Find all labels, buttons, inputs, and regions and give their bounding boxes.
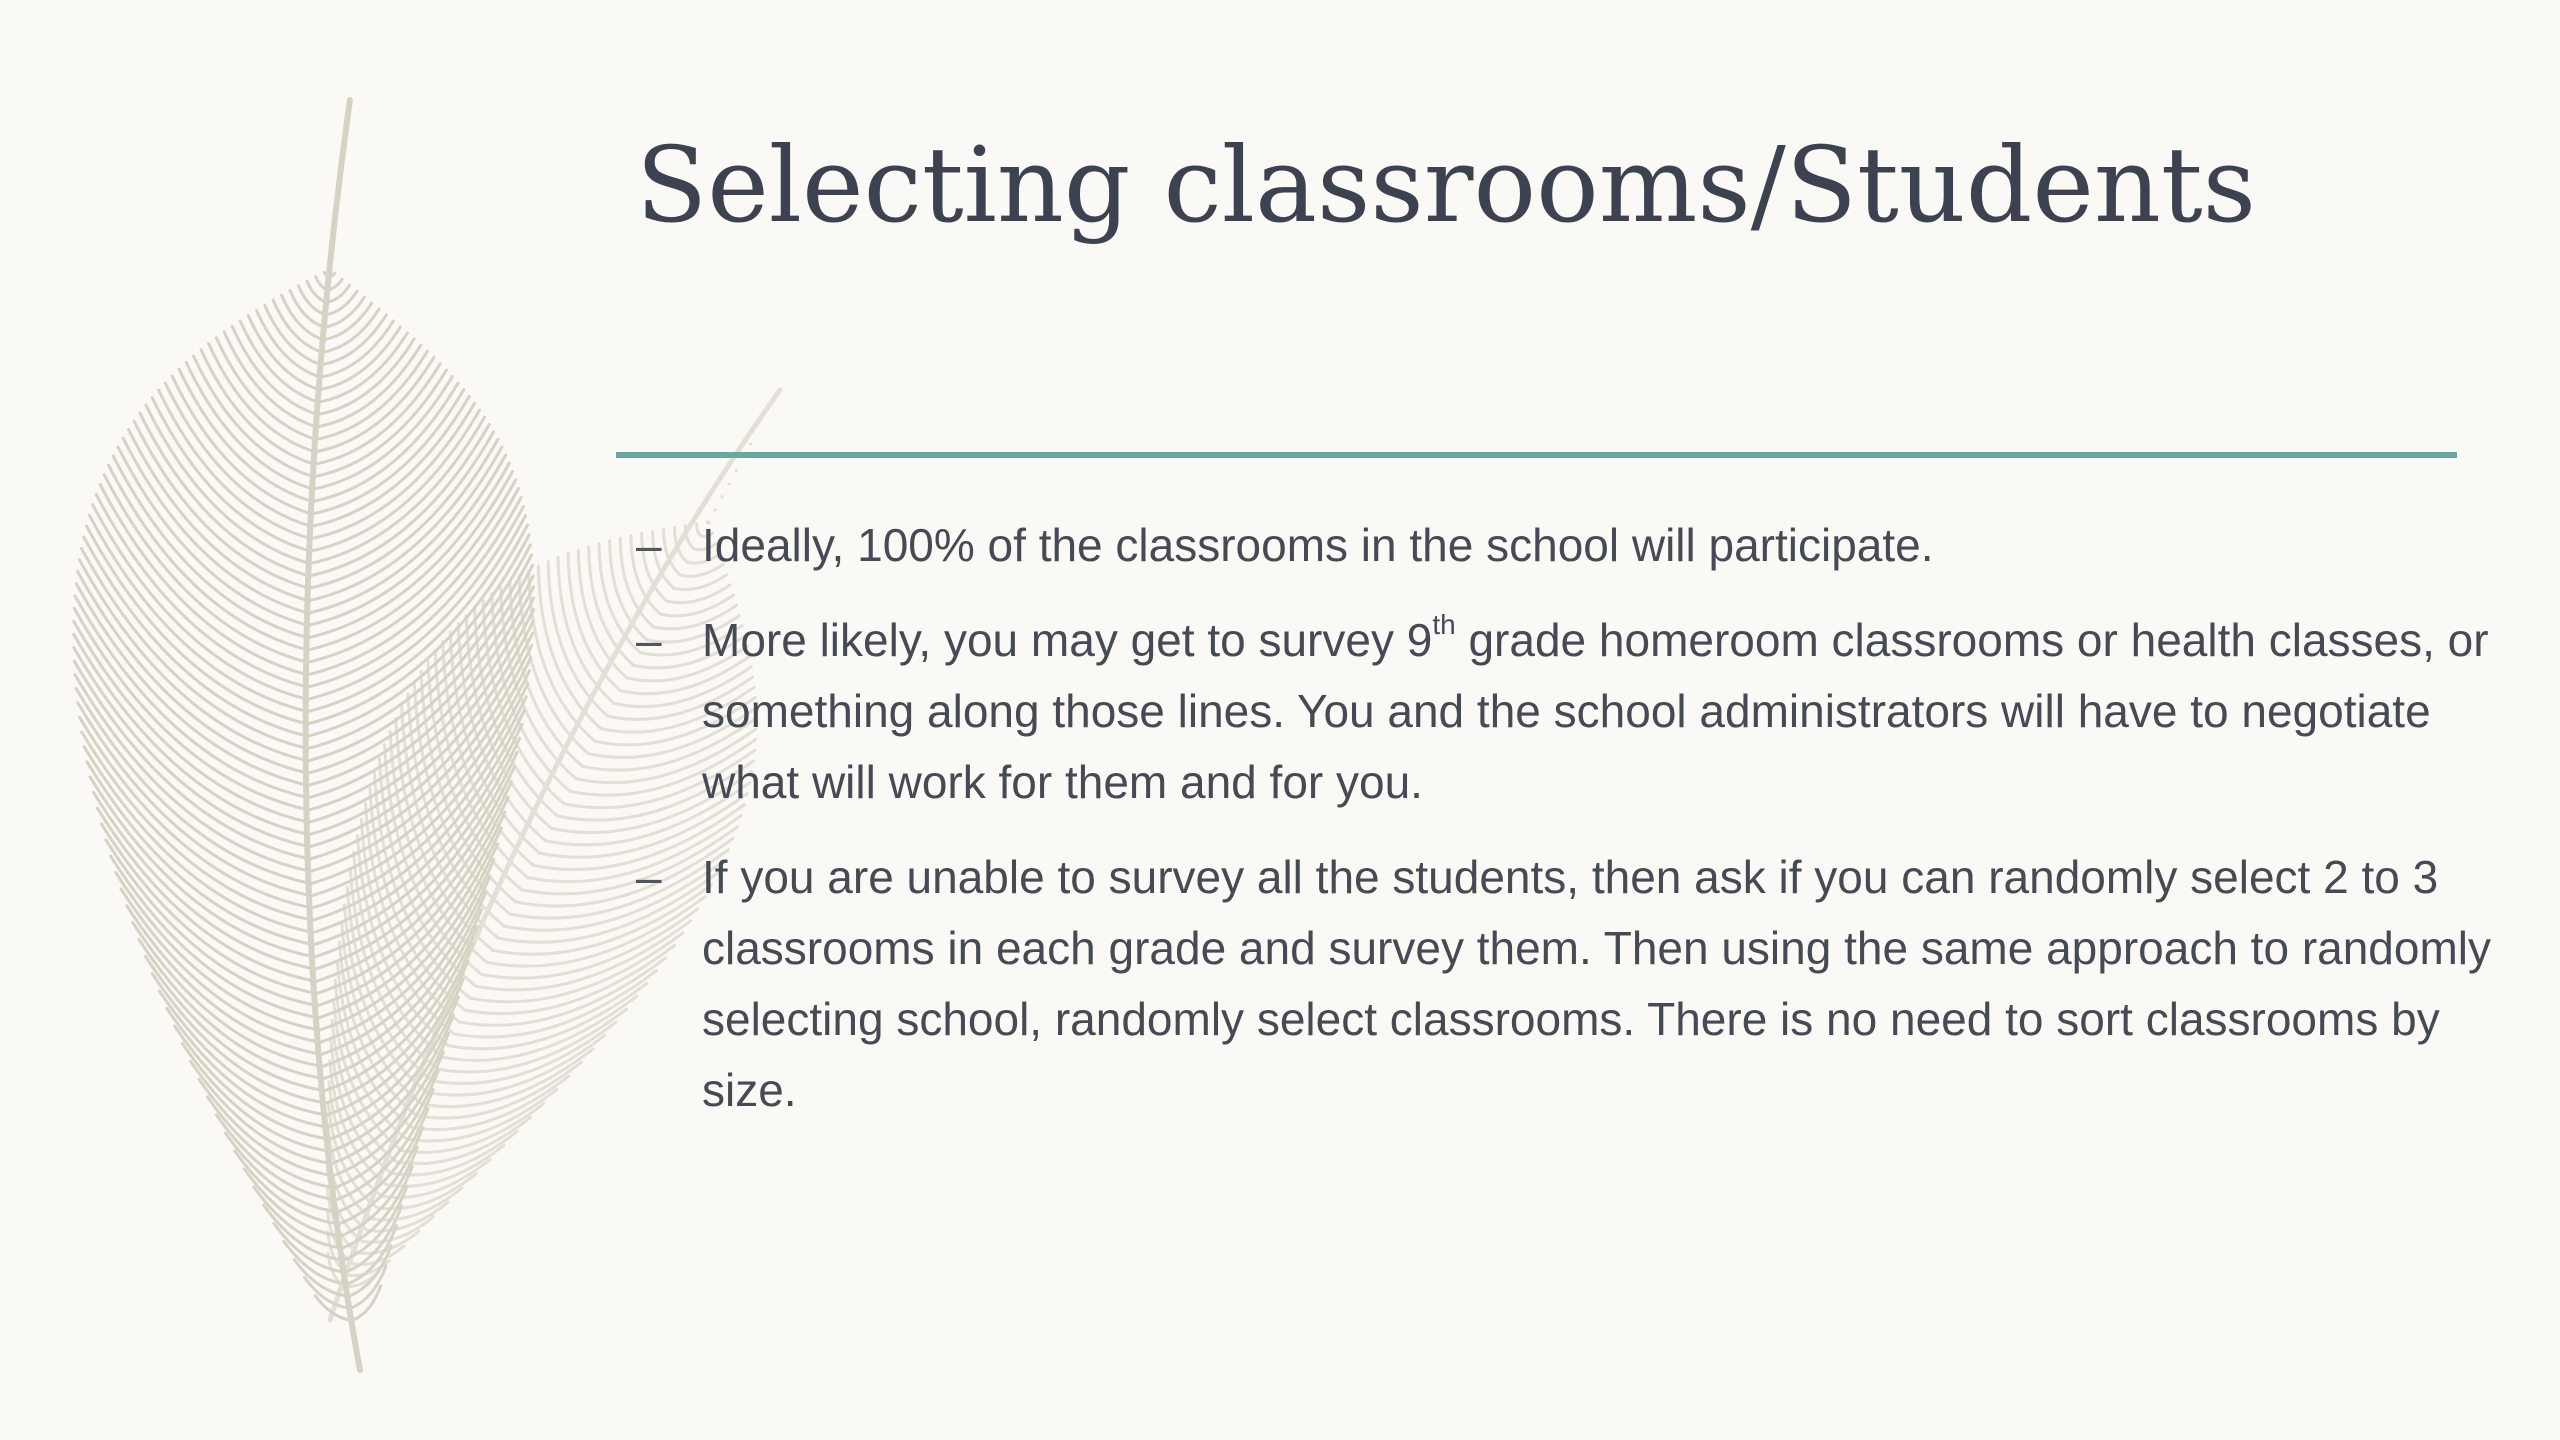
bullet-text-start: More likely, you may get to survey 9 [702, 614, 1433, 666]
feather-barb [282, 295, 324, 340]
bullet-text-end: grade homeroom classrooms or health classes, or something along those lines. You and the school administrators will have to negotiate what will work for them and for you. [702, 614, 2489, 808]
ordinal-superscript: th [1432, 608, 1456, 640]
bullet-dash: – [636, 614, 662, 666]
bullet-item [636, 510, 2496, 581]
bullet-text: Ideally, 100% of the classrooms in the school will participate. [702, 519, 1934, 571]
bullet-item [636, 842, 2496, 1126]
feather-barb [310, 417, 485, 563]
bullet-text: If you are unable to survey all the students, then ask if you can randomly select 2 to 3 classrooms in each grade and survey them. Then using the same approach to randomly selecting school, randomly select classrooms. There is no need to sort classrooms by size. [702, 851, 2492, 1116]
feather-barb [323, 303, 372, 340]
bullet-item [636, 605, 2496, 818]
feather-barb [290, 291, 324, 328]
feather-barb [578, 550, 627, 678]
bullet-list [636, 510, 2496, 1150]
title-divider [616, 452, 2457, 458]
bullet-dash: – [636, 851, 662, 903]
slide-title: Selecting classrooms/Students [636, 124, 2257, 246]
bullet-dash: – [636, 519, 662, 571]
